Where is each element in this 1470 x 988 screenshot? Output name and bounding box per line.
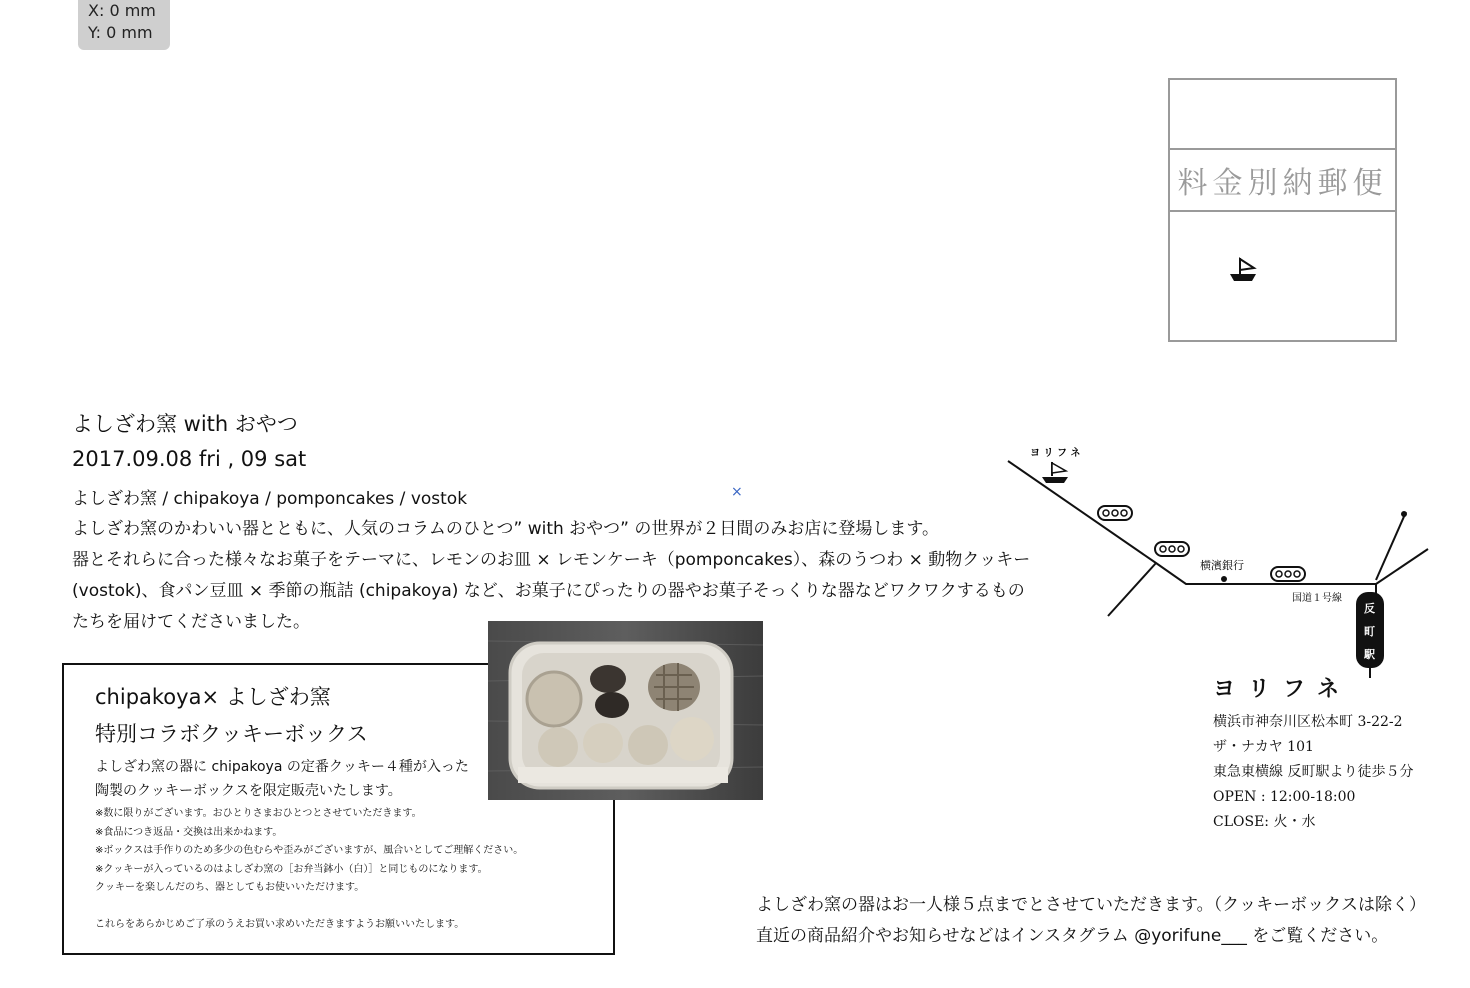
station-char: 駅: [1364, 648, 1375, 661]
note-line: クッキーを楽しんだのち、器としてもお使いいただけます。: [95, 882, 365, 893]
shop-name: ヨリフネ: [1213, 677, 1353, 702]
map-bank-label: 横濱銀行: [1200, 559, 1244, 572]
note-line: これらをあらかじめご了承のうえお買い求めいただきますようお願いいたします。: [95, 919, 465, 930]
sailboat-icon: [1042, 462, 1068, 483]
shop-building: ザ・ナカヤ 101: [1213, 739, 1314, 755]
shop-info: [1213, 710, 1413, 835]
map-route-label: 国道１号線: [1292, 593, 1342, 604]
event-makers: よしざわ窯 / chipakoya / pomponcakes / vostok: [72, 489, 468, 509]
map-shop-label: ヨ リ フ ネ: [1030, 448, 1081, 459]
traffic-light-icon: [1098, 506, 1132, 520]
coordinate-readout: [78, 0, 170, 50]
bank-dot: [1221, 576, 1227, 582]
cookie-box-photo: [488, 621, 763, 800]
station-char: 町: [1364, 625, 1375, 638]
shop-closed-days: CLOSE: 火・水: [1213, 814, 1316, 830]
footer-notes: [756, 890, 1426, 952]
shop-address: 横浜市神奈川区松本町 3-22-2: [1213, 714, 1403, 730]
coordinate-y: Y: 0 mm: [88, 23, 153, 42]
postage-box: [1168, 78, 1397, 342]
description-line: (vostok)、食パン豆皿 × 季節の瓶詰 (chipakoya) など、お菓子にぴったりの器やお菓子そっくりな器などワクワクするもの: [72, 581, 1025, 601]
close-icon[interactable]: ×: [731, 484, 743, 500]
description-line: たちを届けてくださいました。: [72, 612, 310, 632]
note-line: ※食品につき返品・交換は出来かねます。: [95, 826, 283, 838]
cookie-box-heading: chipakoya× よしざわ窯: [95, 685, 331, 709]
description-line: 器とそれらに合った様々なお菓子をテーマに、レモンのお皿 × レモンケーキ（pomponcakes）、森のうつわ × 動物クッキー: [72, 550, 1031, 570]
access-map: [1000, 440, 1440, 680]
cookie-box-subheading: 特別コラボクッキーボックス: [95, 722, 368, 746]
event-description: [72, 514, 1052, 638]
postage-label: 料金別納郵便: [1168, 148, 1397, 212]
footer-line: 直近の商品紹介やお知らせなどはインスタグラム @yorifune___ をご覧ください。: [756, 926, 1389, 946]
cookie-box-body: [95, 755, 469, 803]
note-line: ※ボックスは手作りのため多少の色むらや歪みがございますが、風合いとしてご理解ください。: [95, 845, 524, 856]
coordinate-x: X: 0 mm: [88, 1, 156, 20]
shop-access: 東急東横線 反町駅より徒歩５分: [1213, 764, 1414, 780]
cookie-box-notes: [95, 805, 523, 935]
event-dates: 2017.09.08 fri , 09 sat: [72, 447, 307, 471]
event-title: よしざわ窯 with おやつ: [72, 412, 298, 436]
cookie-box-body-line: よしざわ窯の器に chipakoya の定番クッキー４種が入った: [95, 759, 469, 775]
map-dot: [1401, 511, 1407, 517]
traffic-light-icon: [1155, 542, 1189, 556]
station-char: 反: [1364, 602, 1375, 615]
cookie-box-body-line: 陶製のクッキーボックスを限定販売いたします。: [95, 783, 402, 799]
note-line: [95, 898, 523, 917]
shop-open-hours: OPEN : 12:00-18:00: [1213, 789, 1356, 805]
description-line: よしざわ窯のかわいい器とともに、人気のコラムのひとつ” with おやつ” の世界が２日間のみお店に登場します。: [72, 519, 940, 539]
traffic-light-icon: [1271, 567, 1305, 581]
note-line: ※クッキーが入っているのはよしざわ窯の［お弁当鉢小（白）］と同じものになります。: [95, 863, 488, 875]
note-line: ※数に限りがございます。おひとりさまおひとつとさせていただきます。: [95, 808, 422, 819]
sailboat-icon: [1228, 256, 1258, 284]
footer-line: よしざわ窯の器はお一人様５点までとさせていただきます。（クッキーボックスは除く）: [756, 895, 1426, 915]
